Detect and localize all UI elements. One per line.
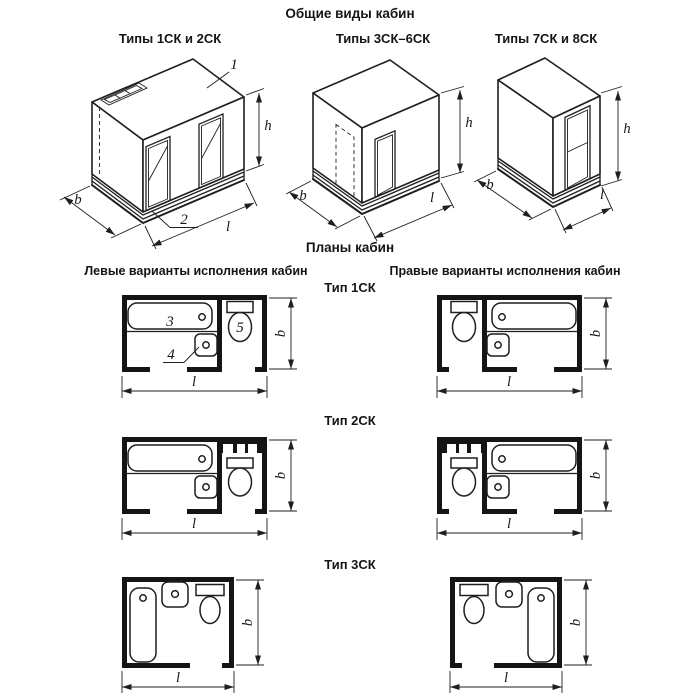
plan-1sk-left <box>122 295 297 398</box>
toilet-tank <box>451 458 477 468</box>
dim-l-label: l <box>503 670 509 686</box>
dim-l-label: l <box>506 374 512 390</box>
toilet-tank <box>227 458 253 468</box>
iso2-caption: Типы 3СК–6СК <box>335 31 431 46</box>
dim-b-label: b <box>588 471 604 480</box>
dim-b-label: b <box>240 618 256 627</box>
dimension-h <box>601 87 631 187</box>
type-1sk-label: Тип 1СК <box>324 280 376 295</box>
dim-l-label: l <box>225 219 231 235</box>
bottom-wall-segment <box>255 367 267 372</box>
callout-bath-label: 3 <box>166 314 174 330</box>
bottom-wall-segment <box>187 509 222 514</box>
bathtub-drain <box>499 314 505 320</box>
top-wall <box>437 295 582 300</box>
dimension-l <box>122 516 267 540</box>
left-wall <box>450 577 455 668</box>
type-3sk-label: Тип 3СК <box>324 557 376 572</box>
dim-h-label: h <box>264 118 272 134</box>
bottom-wall-segment <box>222 663 234 668</box>
left-wall <box>122 437 127 514</box>
vent-block <box>437 437 487 453</box>
bottom-wall-segment <box>482 509 517 514</box>
bottom-wall-segment <box>122 509 150 514</box>
iso-view-7sk-8sk <box>474 58 631 233</box>
right-wall <box>577 295 582 372</box>
bathtub-drain <box>538 595 544 601</box>
toilet-bowl <box>464 597 484 624</box>
bottom-wall-segment <box>554 509 582 514</box>
right-wall <box>577 437 582 514</box>
general-views-title: Общие виды кабин <box>285 6 415 21</box>
dim-l-label: l <box>429 190 435 206</box>
dimension-l <box>437 374 582 398</box>
dimension-l <box>437 516 582 540</box>
left-wall <box>122 577 127 668</box>
dimension-b <box>584 298 612 369</box>
callout-washbasin <box>163 347 199 363</box>
left-wall <box>122 295 127 372</box>
callout-1-label: 1 <box>230 57 238 73</box>
dim-b-label: b <box>299 188 307 204</box>
left-variants-heading: Левые варианты исполнения кабин <box>84 264 308 278</box>
bathtub-drain <box>199 456 205 462</box>
dim-b-label: b <box>568 618 584 627</box>
right-variants-heading: Правые варианты исполнения кабин <box>389 264 621 278</box>
dimension-l <box>122 670 234 693</box>
bathtub-drain <box>199 314 205 320</box>
dim-l-label: l <box>191 374 197 390</box>
washbasin-drain <box>495 484 501 490</box>
washbasin-drain <box>203 342 209 348</box>
dimension-h <box>441 87 473 179</box>
dimension-l <box>122 374 267 398</box>
right-wall <box>262 295 267 372</box>
washbasin-drain <box>172 591 179 598</box>
bottom-wall-segment <box>437 509 449 514</box>
right-wall <box>229 577 234 668</box>
bathtub-drain <box>499 456 505 462</box>
bottom-wall-segment <box>437 367 449 372</box>
dim-l-label: l <box>506 516 512 532</box>
iso-view-3sk-6sk <box>286 60 473 241</box>
washbasin-drain <box>203 484 209 490</box>
dim-l-label: l <box>191 516 197 532</box>
type-2sk-label: Тип 2СК <box>324 413 376 428</box>
plan-2sk-left <box>122 437 297 540</box>
dimension-b <box>236 580 264 665</box>
dimension-b <box>269 440 297 511</box>
iso3-caption: Типы 7СК и 8СК <box>494 31 598 46</box>
bottom-wall-segment <box>494 663 562 668</box>
plan-3sk-left <box>122 577 264 693</box>
partition-wall <box>482 300 487 372</box>
dimension-b <box>584 440 612 511</box>
callout-2-label: 2 <box>180 212 188 228</box>
dim-b-label: b <box>588 329 604 338</box>
dim-h-label: h <box>623 121 631 137</box>
plan-1sk-right <box>437 295 612 398</box>
toilet-tank <box>196 585 224 596</box>
top-wall <box>122 295 267 300</box>
iso-view-1sk-2sk <box>60 57 272 249</box>
bathtub-drain <box>140 595 146 601</box>
bottom-wall-segment <box>187 367 222 372</box>
toilet-tank <box>451 302 477 313</box>
dimension-l <box>450 670 562 693</box>
plan-3sk-right <box>450 577 592 693</box>
plans-title: Планы кабин <box>305 240 395 255</box>
toilet-tank <box>227 302 253 313</box>
bottom-wall-segment <box>450 663 462 668</box>
toilet-bowl <box>200 597 220 624</box>
dim-b-label: b <box>74 192 82 208</box>
toilet-tank <box>460 585 488 596</box>
toilet-bowl <box>229 468 252 496</box>
washbasin-drain <box>506 591 513 598</box>
dimension-h <box>246 89 272 172</box>
dim-b-label: b <box>486 177 494 193</box>
partition-wall <box>217 300 222 372</box>
right-wall <box>557 577 562 668</box>
dim-l-label: l <box>599 187 605 203</box>
vent-block <box>217 437 267 453</box>
callout-base-panel <box>152 211 198 228</box>
plan-2sk-right <box>437 437 612 540</box>
dim-h-label: h <box>465 115 473 131</box>
bottom-wall-segment <box>482 367 517 372</box>
left-wall <box>437 295 442 372</box>
bottom-wall-segment <box>554 367 582 372</box>
callout-washbasin-label: 4 <box>167 347 175 363</box>
toilet-bowl <box>453 313 476 342</box>
dimension-b <box>564 580 592 665</box>
dim-b-label: b <box>273 471 289 480</box>
iso1-caption: Типы 1СК и 2СК <box>118 31 222 46</box>
washbasin-drain <box>495 342 501 348</box>
callout-toilet-label: 5 <box>236 320 244 336</box>
bottom-wall-segment <box>122 367 150 372</box>
bottom-wall-segment <box>122 663 190 668</box>
dimension-b <box>269 298 297 369</box>
dim-b-label: b <box>273 329 289 338</box>
toilet-bowl <box>453 468 476 496</box>
dim-l-label: l <box>175 670 181 686</box>
bottom-wall-segment <box>255 509 267 514</box>
